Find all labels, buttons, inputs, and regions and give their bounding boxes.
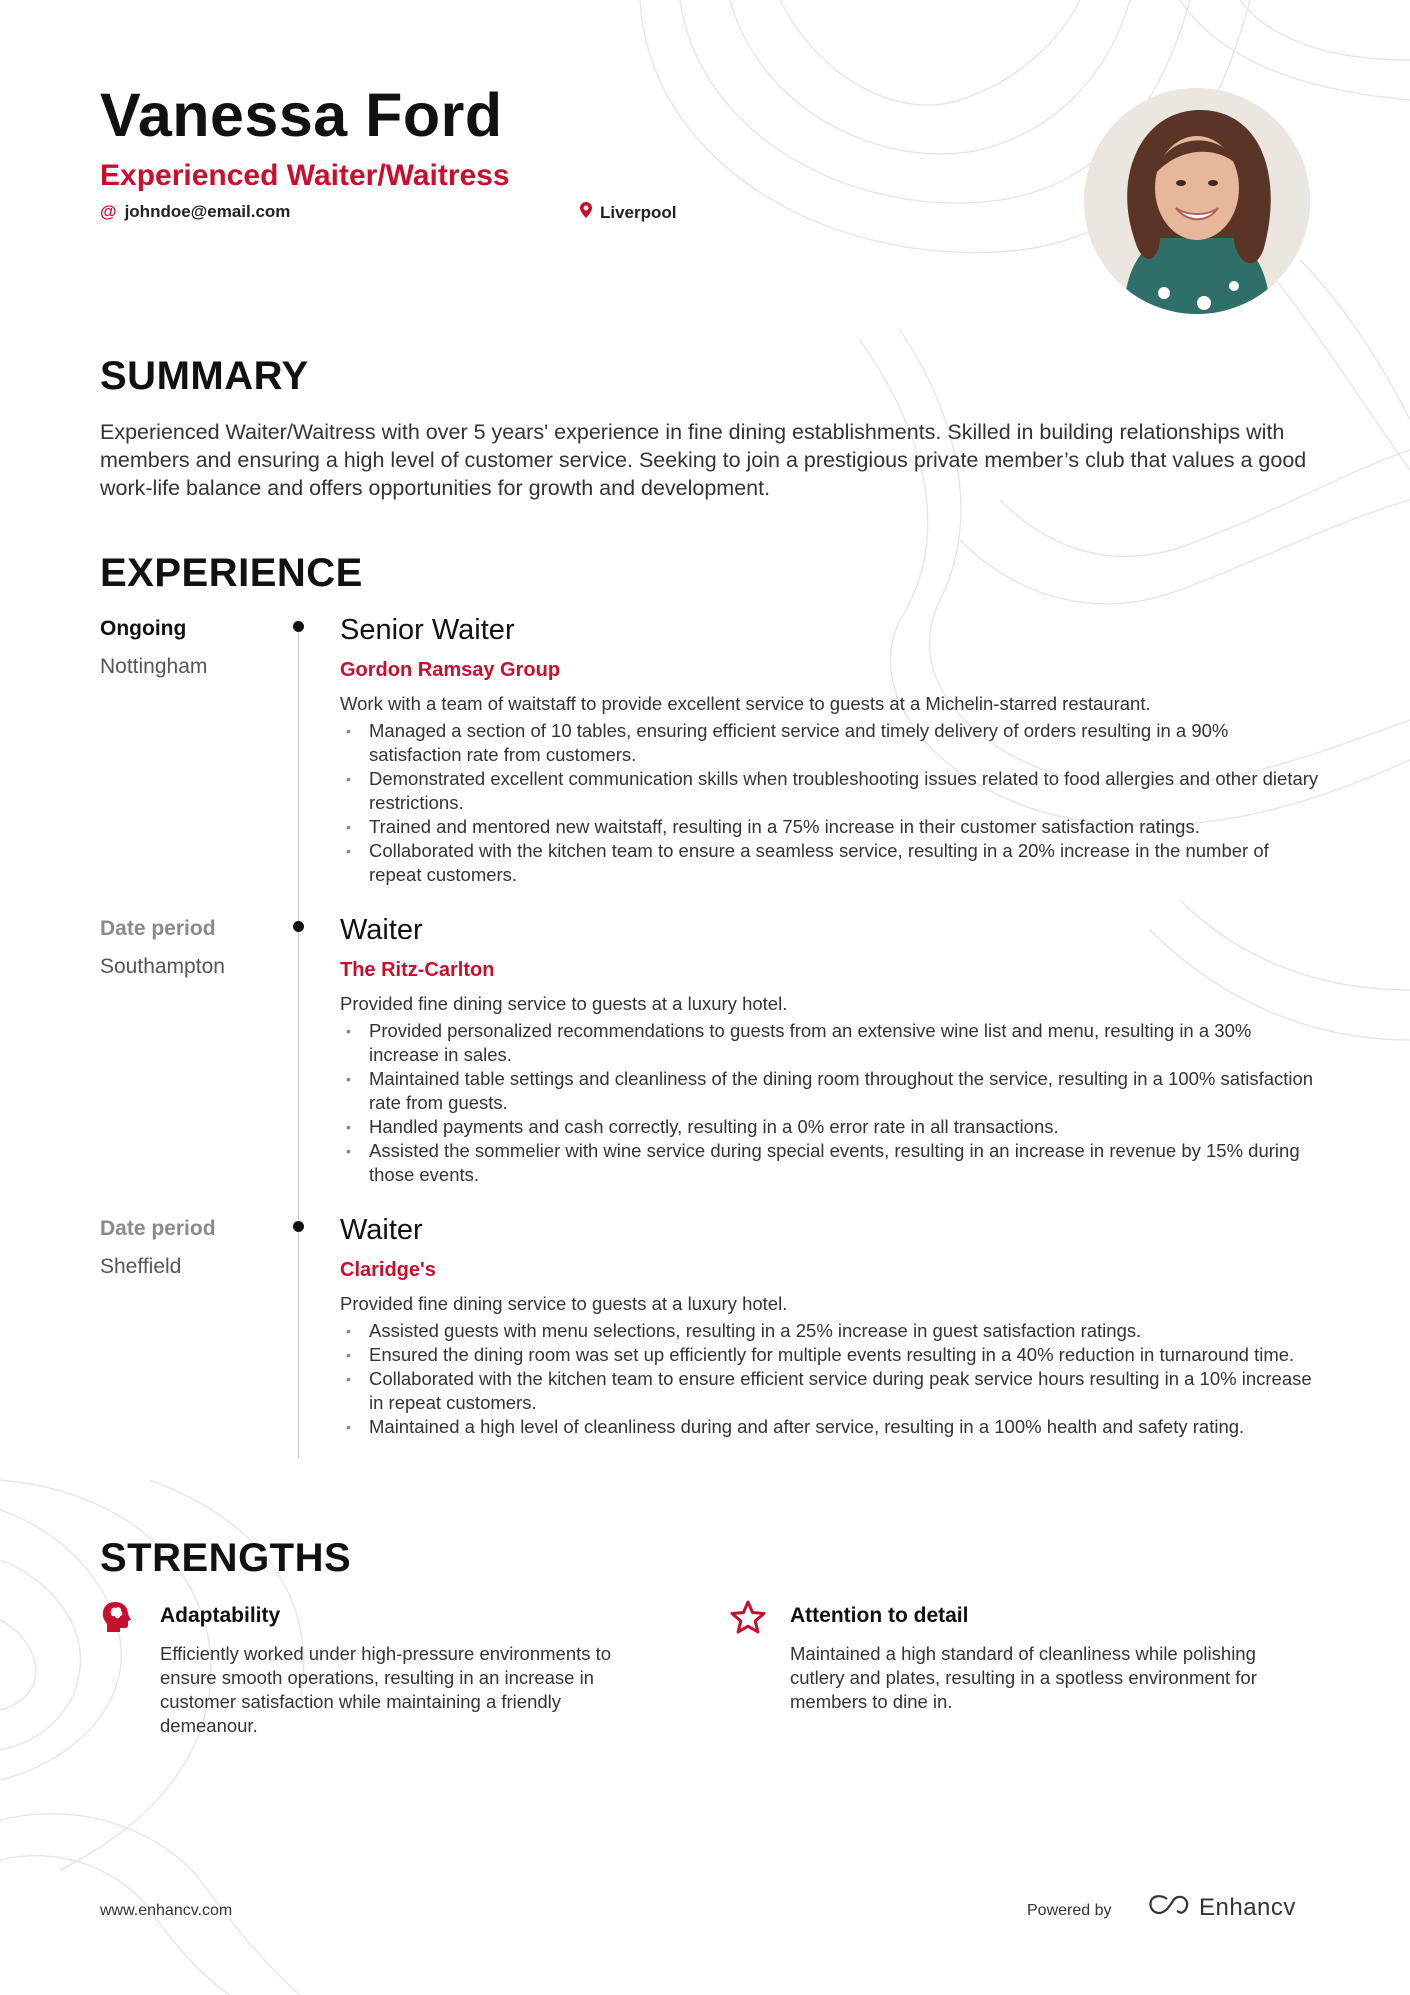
entry-bullets xyxy=(340,719,1320,887)
entry-description: Provided fine dining service to guests at a luxury hotel. xyxy=(340,993,788,1014)
email-text: johndoe@email.com xyxy=(124,202,291,221)
summary-heading: SUMMARY xyxy=(100,354,309,398)
entry-location: Sheffield xyxy=(100,1255,182,1278)
bullet-item: • Collaborated with the kitchen team to ensure efficient service during peak service hours resulting in a 10% increase in repeat customers. xyxy=(340,1367,1320,1415)
at-icon: @ xyxy=(100,202,117,221)
footer-powered-by: Powered by xyxy=(1027,1902,1112,1919)
entry-date: Date period xyxy=(100,917,216,940)
bullet-item: • Maintained table settings and cleanliness of the dining room throughout the service, resulting in a 100% satisfaction rate from guests. xyxy=(340,1067,1320,1115)
enhancv-logo[interactable] xyxy=(1147,1893,1296,1922)
bullet-item: • Ensured the dining room was set up efficiently for multiple events resulting in a 40% reduction in turnaround time. xyxy=(340,1343,1320,1367)
entry-location: Nottingham xyxy=(100,655,208,678)
bullet-item: • Provided personalized recommendations to guests from an extensive wine list and menu, resulting in a 30% increase in sales. xyxy=(340,1019,1320,1067)
entry-company: Claridge's xyxy=(340,1259,436,1281)
strength-title: Adaptability xyxy=(160,1604,281,1627)
strength-title: Attention to detail xyxy=(790,1604,969,1627)
location-text: Liverpool xyxy=(600,202,677,222)
entry-role: Senior Waiter xyxy=(340,614,515,646)
entry-company: The Ritz-Carlton xyxy=(340,959,495,981)
strengths-heading: STRENGTHS xyxy=(100,1536,352,1580)
entry-role: Waiter xyxy=(340,914,423,946)
timeline-dot xyxy=(293,1221,304,1232)
map-pin-icon xyxy=(580,202,592,223)
bullet-item: • Assisted guests with menu selections, resulting in a 25% increase in guest satisfaction ratings. xyxy=(340,1319,1320,1343)
entry-date: Date period xyxy=(100,1217,216,1240)
brand-name: Enhancv xyxy=(1199,1893,1296,1921)
entry-company: Gordon Ramsay Group xyxy=(340,659,561,681)
head-brain-icon xyxy=(100,1600,134,1634)
star-icon xyxy=(730,1600,764,1634)
bullet-item: • Maintained a high level of cleanliness during and after service, resulting in a 100% health and safety rating. xyxy=(340,1415,1320,1439)
bullet-item: • Collaborated with the kitchen team to ensure a seamless service, resulting in a 20% increase in the number of repeat customers. xyxy=(340,839,1320,887)
entry-bullets xyxy=(340,1319,1320,1439)
strength-description: Maintained a high standard of cleanliness while polishing cutlery and plates, resulting in a spotless environment for members to dine in. xyxy=(790,1643,1257,1712)
candidate-title: Experienced Waiter/Waitress xyxy=(100,159,510,192)
bullet-item: • Handled payments and cash correctly, resulting in a 0% error rate in all transactions. xyxy=(340,1115,1320,1139)
candidate-name: Vanessa Ford xyxy=(100,81,503,149)
strength-description: Efficiently worked under high-pressure environments to ensure smooth operations, resulting in an increase in customer satisfaction while maintaining a friendly demeanour. xyxy=(160,1643,612,1736)
entry-bullets xyxy=(340,1019,1320,1187)
bullet-item: • Assisted the sommelier with wine service during special events, resulting in an increase in revenue by 15% during those events. xyxy=(340,1139,1320,1187)
experience-heading: EXPERIENCE xyxy=(100,551,363,595)
bullet-item: • Trained and mentored new waitstaff, resulting in a 75% increase in their customer satisfaction ratings. xyxy=(340,815,1320,839)
entry-description: Work with a team of waitstaff to provide excellent service to guests at a Michelin-starred restaurant. xyxy=(340,693,1151,714)
enhancv-mark-icon xyxy=(1147,1893,1193,1922)
entry-description: Provided fine dining service to guests at a luxury hotel. xyxy=(340,1293,788,1314)
summary-text: Experienced Waiter/Waitress with over 5 years' experience in fine dining establishments. Skilled in building relationships with members and ensuring a high level of customer service. Seeking to join a prestigious private member’s club that values a good work-life balance and offers opportunities for growth and development. xyxy=(100,420,1307,500)
contact-email[interactable] xyxy=(100,202,290,222)
timeline-dot xyxy=(293,921,304,932)
entry-location: Southampton xyxy=(100,955,225,978)
timeline-line xyxy=(298,626,299,1458)
entry-role: Waiter xyxy=(340,1214,423,1246)
timeline-dot xyxy=(293,621,304,632)
profile-photo xyxy=(1084,88,1310,314)
contact-location xyxy=(580,202,677,223)
bullet-item: • Managed a section of 10 tables, ensuring efficient service and timely delivery of orders resulting in a 90% satisfaction rate from customers. xyxy=(340,719,1320,767)
entry-date: Ongoing xyxy=(100,617,187,640)
footer-website-link[interactable]: www.enhancv.com xyxy=(100,1902,233,1919)
bullet-item: • Demonstrated excellent communication skills when troubleshooting issues related to food allergies and other dietary restrictions. xyxy=(340,767,1320,815)
